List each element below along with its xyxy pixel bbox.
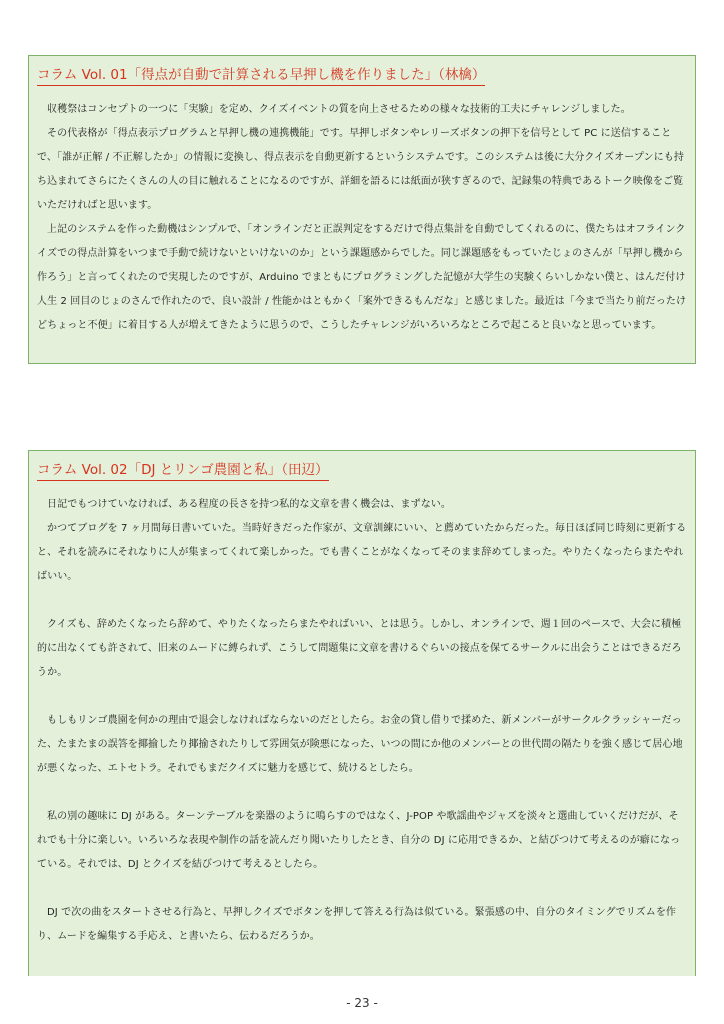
paragraph: 上記のシステムを作った動機はシンプルで、「オンラインだと正誤判定をするだけで得点集計を自動でしてくれるのに、僕たちはオフラインクイズでの得点計算をいつまで手動で続けないといけないのか」という課題感からでした。同じ課題感をもっていたじょのさんが「早押し機から作ろう」と言ってくれたので実現したのですが、Arduino でまともにプログラミングした記憶が大学生の実験くらいしかない僕と、はんだ付け人生 2 回目のじょのさんで作れたので、良い設計 / 性能かはともかく「案外できるもんだな」と感じました。最近は「今まで当たり前だったけどちょっと不便」に着目する人が増えてきたように思うので、こうしたチャレンジがいろいろなところで起こると良いなと思っています。 xyxy=(37,224,687,331)
paragraph: その代表格が「得点表示プログラムと早押し機の連携機能」です。早押しボタンやレリーズボタンの押下を信号として PC に送信することで、「誰が正解 / 不正解したか」の情報に変換し、得点表示を自動更新するというシステムです。このシステムは後に大分クイズオープンにも持ち込まれてさらにたくさんの人の目に触れることになるのですが、詳細を語るには紙面が狭すぎるので、記録集の特典であるトーク映像をご覧いただければと思います。 xyxy=(37,128,684,211)
column-body xyxy=(37,98,687,338)
column-box-2 xyxy=(28,450,696,976)
column-body xyxy=(37,493,687,949)
paragraph: 日記でもつけていなければ、ある程度の長さを持つ私的な文章を書く機会は、まずない。 xyxy=(47,499,451,510)
column-title: コラム Vol. 01「得点が自動で計算される早押し機を作りました」（林檎） xyxy=(37,66,485,86)
column-title: コラム Vol. 02「DJ とリンゴ農園と私」（田辺） xyxy=(37,461,329,481)
page-number: - 23 - xyxy=(346,996,378,1010)
paragraph: 私の別の趣味に DJ がある。ターンテーブルを楽器のように鳴らすのではなく、J-POP や歌謡曲やジャズを淡々と選曲していくだけだが、それでも十分に楽しい。いろいろな表現や制作の話を読んだり聞いたりしたとき、自分の DJ に応用できるか、と結びつけて考えるのが癖になっている。それでは、DJ とクイズを結びつけて考えるとしたら。 xyxy=(37,811,681,870)
paragraph: かつてブログを 7 ヶ月間毎日書いていた。当時好きだった作家が、文章訓練にいい、と薦めていたからだった。毎日ほぼ同じ時刻に更新すると、それを読みにそれなりに人が集まってくれて楽しかった。でも書くことがなくなってそのまま辞めてしまった。やりたくなったらまたやればいい。 xyxy=(37,523,687,582)
paragraph: 収穫祭はコンセプトの一つに「実験」を定め、クイズイベントの質を向上させるための様々な技術的工夫にチャレンジしました。 xyxy=(47,104,631,115)
paragraph: DJ で次の曲をスタートさせる行為と、早押しクイズでボタンを押して答える行為は似ている。緊張感の中、自分のタイミングでリズムを作り、ムードを編集する手応え、と書いたら、伝わるだろうか。 xyxy=(37,907,677,942)
column-box-1 xyxy=(28,55,696,364)
paragraph: もしもリンゴ農園を何かの理由で退会しなければならないのだとしたら。お金の貸し借りで揉めた、新メンバーがサークルクラッシャーだった、たまたまの誤答を揶揄したり揶揄されたりして雰囲気が険悪になった、いつの間にか他のメンバーとの世代間の隔たりを強く感じて居心地が悪くなった、エトセトラ。それでもまだクイズに魅力を感じて、続けるとしたら。 xyxy=(37,715,683,774)
paragraph: クイズも、辞めたくなったら辞めて、やりたくなったらまたやればいい、とは思う。しかし、オンラインで、週１回のペースで、大会に積極的に出なくても許されて、旧来のムードに縛られず、こうして問題集に文章を書けるぐらいの接点を保てるサークルに出会うことはできるだろうか。 xyxy=(37,619,682,678)
